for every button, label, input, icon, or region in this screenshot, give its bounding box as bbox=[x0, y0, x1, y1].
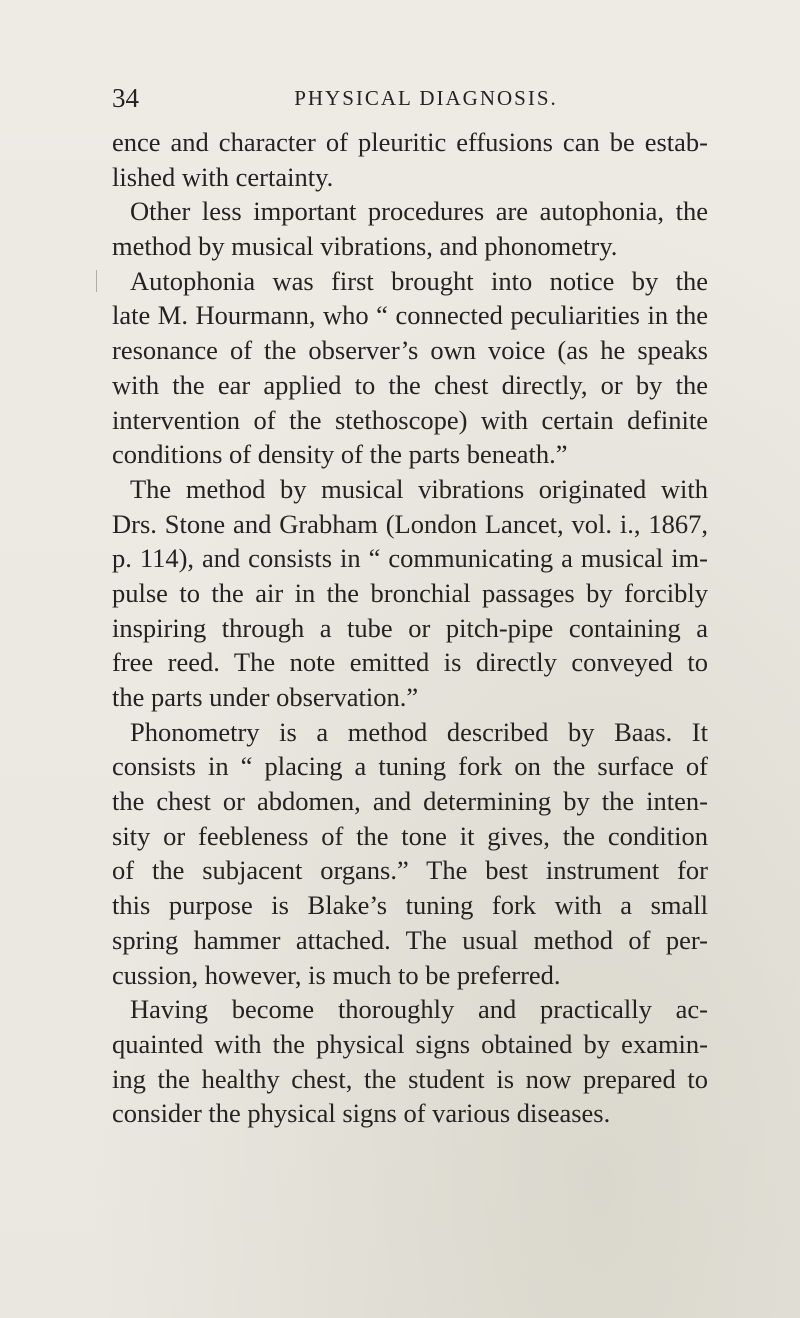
text-line: late M. Hourmann, who “ connected peculiarities in the bbox=[112, 300, 708, 331]
text-line: free reed. The note emitted is directly conveyed to bbox=[112, 647, 708, 678]
text-line: Autophonia was first brought into notice by the bbox=[130, 265, 708, 296]
text-line: quainted with the physical signs obtained by examin- bbox=[112, 1028, 708, 1059]
page-header bbox=[112, 78, 700, 118]
margin-mark bbox=[96, 270, 97, 292]
text-line: consider the physical signs of various diseases. bbox=[112, 1098, 611, 1129]
text-line: with the ear applied to the chest directly, or by the bbox=[112, 369, 708, 400]
text-line: intervention of the stethoscope) with certain definite bbox=[112, 404, 708, 435]
text-line: pulse to the air in the bronchial passages by forcibly bbox=[112, 577, 708, 608]
text-line: this purpose is Blake’s tuning fork with a small bbox=[112, 890, 708, 921]
text-line: ence and character of pleuritic effusions can be estab- bbox=[112, 127, 708, 157]
text-line: of the subjacent organs.” The best instrument for bbox=[112, 855, 708, 886]
text-line: inspiring through a tube or pitch-pipe containing a bbox=[112, 612, 708, 643]
text-line: Phonometry is a method described by Baas. It bbox=[130, 716, 708, 747]
text-line: p. 114), and consists in “ communicating a musical im- bbox=[112, 543, 708, 574]
text-line: lished with certainty. bbox=[112, 161, 334, 192]
text-line: spring hammer attached. The usual method of per- bbox=[112, 924, 708, 955]
running-head: PHYSICAL DIAGNOSIS. bbox=[294, 86, 558, 110]
text-line: consists in “ placing a tuning fork on the surface of bbox=[112, 751, 708, 782]
text-line: method by musical vibrations, and phonometry. bbox=[112, 231, 618, 262]
text-line: sity or feebleness of the tone it gives, the condition bbox=[112, 820, 708, 851]
text-line: The method by musical vibrations originated with bbox=[130, 473, 708, 504]
text-line: resonance of the observer’s own voice (as he speaks bbox=[112, 335, 708, 366]
text-line: Other less important procedures are autophonia, the bbox=[130, 196, 708, 227]
page-number: 34 bbox=[112, 83, 139, 113]
text-line: conditions of density of the parts beneath.” bbox=[112, 439, 568, 470]
text-line: cussion, however, is much to be preferred. bbox=[112, 959, 561, 990]
text-line: Drs. Stone and Grabham (London Lancet, vol. i., 1867, bbox=[112, 508, 708, 539]
text-line: the parts under observation.” bbox=[112, 682, 419, 712]
text-line: the chest or abdomen, and determining by the inten- bbox=[112, 786, 708, 817]
text-line: Having become thoroughly and practically ac- bbox=[130, 994, 708, 1025]
text-line: ing the healthy chest, the student is now prepared to bbox=[112, 1063, 708, 1094]
body-text bbox=[112, 125, 708, 1131]
